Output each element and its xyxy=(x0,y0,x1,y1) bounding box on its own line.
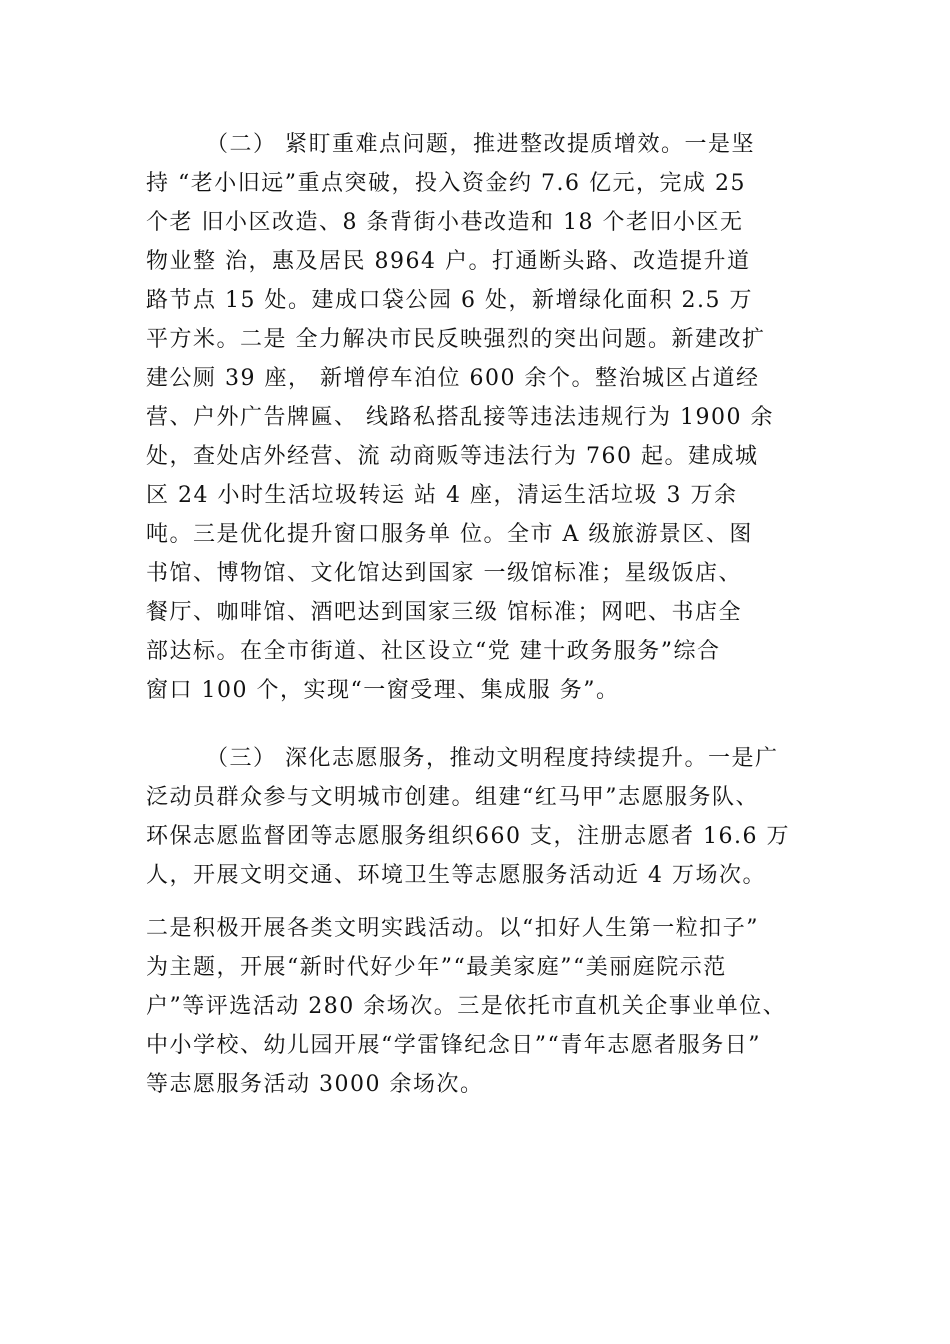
paragraph-line: 个老 旧小区改造、8 条背街小巷改造和 18 个老旧小区无 xyxy=(146,210,744,235)
paragraph-line: 物业整 治，惠及居民 8964 户。打通断头路、改造提升道 xyxy=(146,249,751,274)
paragraph-line: 营、户外广告牌匾、 线路私搭乱接等违法违规行为 1900 余 xyxy=(146,405,774,430)
paragraph-line: 建公厕 39 座， 新增停车泊位 600 余个。整治城区占道经 xyxy=(146,366,760,391)
paragraph-line: （二） 紧盯重难点问题，推进整改提质增效。一是坚 xyxy=(206,132,755,157)
paragraph-line: 餐厅、咖啡馆、酒吧达到国家三级 馆标准；网吧、书店全 xyxy=(146,600,742,625)
paragraph-line: 二是积极开展各类文明实践活动。以“扣好人生第一粒扣子” xyxy=(146,916,759,941)
paragraph-line: 窗口 100 个，实现“一窗受理、集成服 务”。 xyxy=(146,678,620,703)
paragraph-line: 持 “老小旧远”重点突破，投入资金约 7.6 亿元，完成 25 xyxy=(146,171,746,196)
paragraph-line: 户”等评选活动 280 余场次。三是依托市直机关企事业单位、 xyxy=(146,994,787,1019)
paragraph-line: 环保志愿监督团等志愿服务组织660 支，注册志愿者 16.6 万 xyxy=(146,824,790,849)
paragraph-line: 泛动员群众参与文明城市创建。组建“红马甲”志愿服务队、 xyxy=(146,785,759,810)
paragraph-line: 区 24 小时生活垃圾转运 站 4 座，清运生活垃圾 3 万余 xyxy=(146,483,738,508)
paragraph-line: 吨。三是优化提升窗口服务单 位。全市 A 级旅游景区、图 xyxy=(146,522,753,547)
paragraph-line: 等志愿服务活动 3000 余场次。 xyxy=(146,1072,484,1097)
paragraph-line: 处，查处店外经营、流 动商贩等违法行为 760 起。建成城 xyxy=(146,444,759,469)
paragraph-line: 部达标。在全市街道、社区设立“党 建十政务服务”综合 xyxy=(146,639,721,664)
paragraph-line: 平方米。二是 全力解决市民反映强烈的突出问题。新建改扩 xyxy=(146,327,766,352)
paragraph-line: （三） 深化志愿服务，推动文明程度持续提升。一是广 xyxy=(206,746,779,771)
paragraph-line: 人，开展文明交通、环境卫生等志愿服务活动近 4 万场次。 xyxy=(146,863,766,888)
paragraph-line: 路节点 15 处。建成口袋公园 6 处，新增绿化面积 2.5 万 xyxy=(146,288,753,313)
paragraph-line: 为主题，开展“新时代好少年”“最美家庭”“美丽庭院示范 xyxy=(146,955,727,980)
paragraph-line: 中小学校、幼儿园开展“学雷锋纪念日”“青年志愿者服务日” xyxy=(146,1033,761,1058)
paragraph-line: 书馆、博物馆、文化馆达到国家 一级馆标准；星级饭店、 xyxy=(146,561,742,586)
